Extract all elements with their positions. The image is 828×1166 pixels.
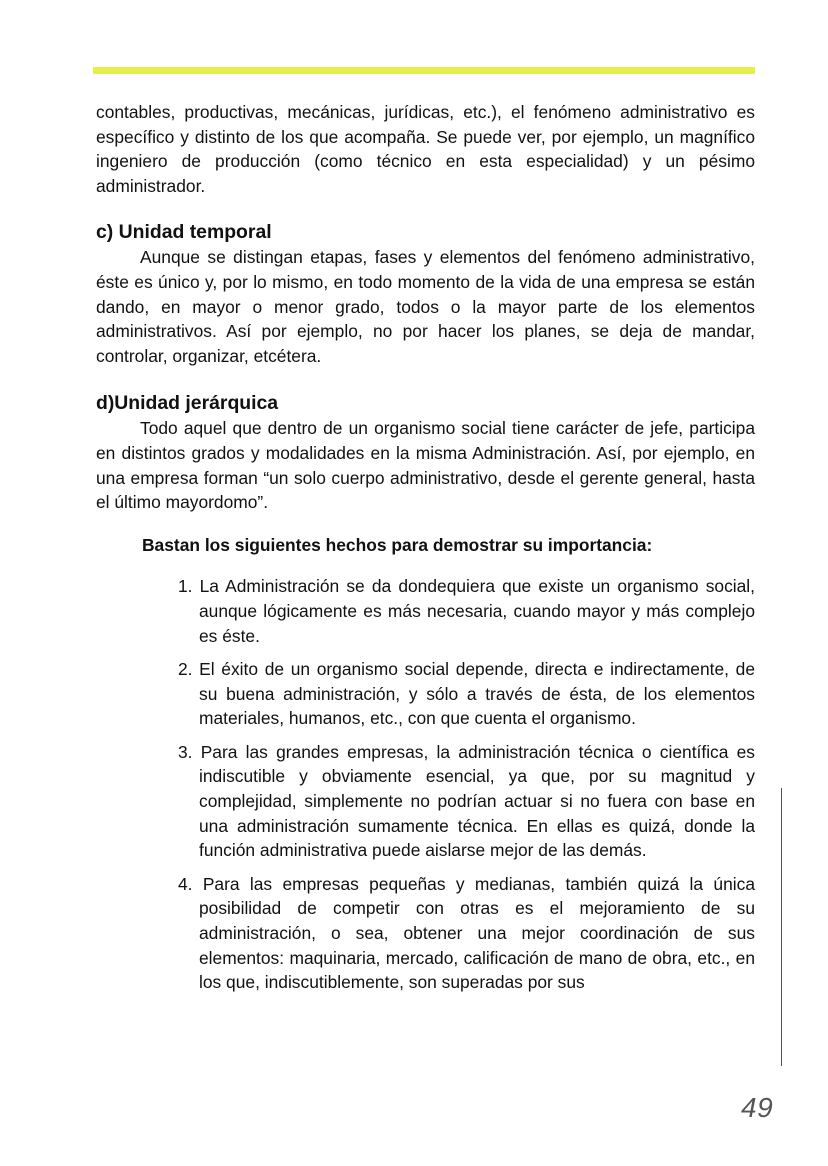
section-d-paragraph: Todo aquel que dentro de un organismo social tiene carácter de jefe, participa en distintos grados y modalidades en la misma Administración. Así, por ejemplo, en una empresa forman “un solo cuerpo administrativo, desde el gerente general, hasta el último mayordomo”. bbox=[96, 418, 755, 513]
importance-list bbox=[96, 574, 755, 995]
page-number: 49 bbox=[741, 1092, 774, 1123]
section-c-paragraph: Aunque se distingan etapas, fases y elementos del fenómeno administrativo, éste es único y, por lo mismo, en todo momento de la vida de una empresa se están dando, en mayor o menor grado, todos o la mayor parte de los elementos administrativos. Así por ejemplo, no por hacer los planes, se deja de mandar, controlar, organizar, etcétera. bbox=[96, 247, 755, 366]
page-content bbox=[96, 100, 755, 1004]
list-item: 2. El éxito de un organismo social depende, directa e indirectamente, de su buena administración, y sólo a través de ésta, de los elementos materiales, humanos, etc., con que cuenta el organismo. bbox=[178, 659, 755, 729]
section-c-heading: c) Unidad temporal bbox=[96, 221, 272, 244]
margin-rule bbox=[781, 788, 782, 1066]
importance-intro: Bastan los siguientes hechos para demostrar su importancia: bbox=[142, 534, 653, 555]
list-item: 1. La Administración se da dondequiera que existe un organismo social, aunque lógicamente es más necesaria, cuando mayor y más complejo es éste. bbox=[178, 576, 755, 646]
section-d-heading: d)Unidad jerárquica bbox=[96, 392, 279, 415]
list-item: 3. Para las grandes empresas, la administración técnica o científica es indiscutible y obviamente esencial, ya que, por su magnitud y complejidad, simplemente no podrían actuar si no fuera con base en una administración sumamente técnica. En ellas es quizá, donde la función administrativa puede aislarse mejor de las demás. bbox=[178, 741, 755, 861]
list-item: 4. Para las empresas pequeñas y medianas, también quizá la única posibilidad de competir con otras es el mejoramiento de su administración, o sea, obtener una mejor coordinación de sus elementos: maquinaria, mercado, calificación de mano de obra, etc., en los que, indiscutiblemente, son superadas por sus bbox=[178, 873, 755, 993]
intro-paragraph: contables, productivas, mecánicas, jurídicas, etc.), el fenómeno administrativo es específico y distinto de los que acompaña. Se puede ver, por ejemplo, un magnífico ingeniero de producción (como técnico en esta especialidad) y un pésimo administrador. bbox=[96, 102, 755, 196]
header-accent-bar bbox=[93, 67, 755, 74]
